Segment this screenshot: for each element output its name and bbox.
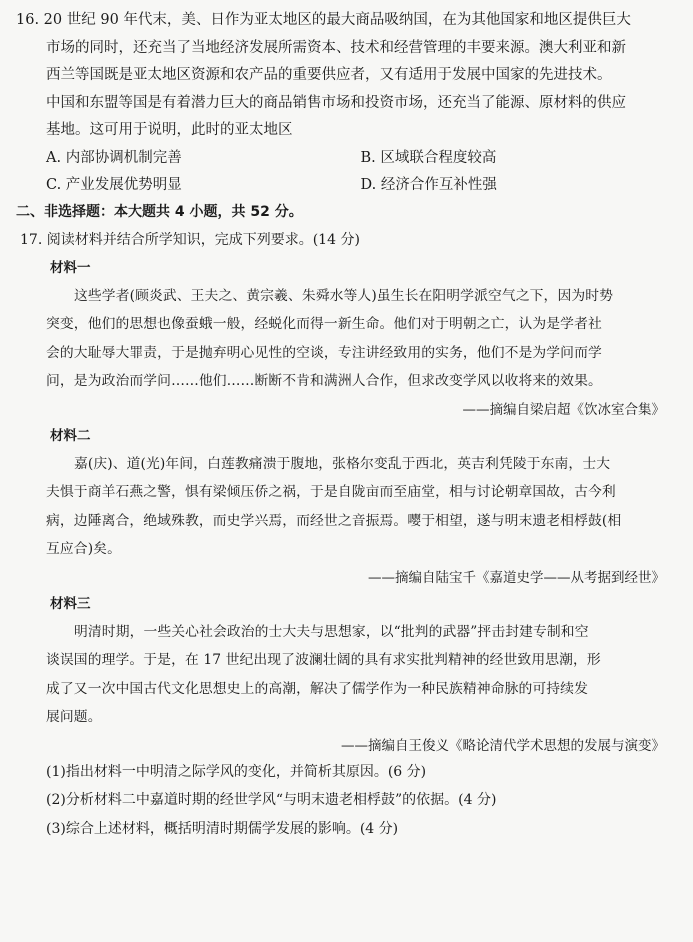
material-1-line: 突变，他们的思想也像蚕蛾一般，经蜕化而得一新生命。他们对于明朝之亡，认为是学者社 <box>46 316 602 332</box>
material-2-source: ——摘编自陆宝千《嘉道史学——从考据到经世》 <box>368 569 665 586</box>
question-16-line: 市场的同时，还充当了当地经济发展所需资本、技术和经营管理的丰要来源。澳大利亚和新 <box>46 39 626 56</box>
question-16-line: 中国和东盟等国是有着潜力巨大的商品销售市场和投资市场，还充当了能源、原材料的供应 <box>46 94 626 111</box>
material-1-line: 这些学者(顾炎武、王夫之、黄宗羲、朱舜水等人)虽生长在阳明学派空气之下，因为时势 <box>74 287 614 304</box>
sub-question-1: (1)指出材料一中明清之际学风的变化，并简析其原因。(6 分) <box>46 763 427 780</box>
option-c: C. 产业发展优势明显 <box>46 176 182 193</box>
sub-question-3: (3)综合上述材料，概括明清时期儒学发展的影响。(4 分) <box>46 820 399 837</box>
sub-question-2: (2)分析材料二中嘉道时期的经世学风“与明末遗老相桴鼓”的依据。(4 分) <box>46 792 497 808</box>
material-1-source: ——摘编自梁启超《饮冰室合集》 <box>462 401 665 418</box>
question-16-line: 16. 20 世纪 90 年代末，美、日作为亚太地区的最大商品吸纳国，在为其他国家和地区提供巨大 <box>16 12 631 28</box>
material-3 <box>16 594 675 756</box>
material-2-line: 互应合)矣。 <box>46 541 121 557</box>
section-heading: 二、非选择题：本大题共 4 小题，共 52 分。 <box>16 203 303 220</box>
question-16-line: 西兰等国既是亚太地区资源和农产品的重要供应者，又有适用于发展中国家的先进技术。 <box>46 67 612 83</box>
material-2-line: 病，边陲离合，绝域殊教，而史学兴焉，而经世之音振焉。嘤于相望，遂与明末遗老相桴鼓(相 <box>46 512 622 529</box>
material-3-line: 成了又一次中国古代文化思想史上的高潮，解决了儒学作为一种民族精神命脉的可持续发 <box>46 680 588 697</box>
material-2-line: 嘉(庆)、道(光)年间，白莲教痛溃于腹地，张格尔变乱于西北，英吉利凭陵于东南，士大 <box>74 455 611 472</box>
material-2-heading: 材料二 <box>50 427 91 444</box>
option-b: B. 区域联合程度较高 <box>360 149 497 166</box>
material-3-source: ——摘编自王俊义《略论清代学术思想的发展与演变》 <box>341 737 665 754</box>
material-1-heading: 材料一 <box>50 259 91 276</box>
material-3-line: 展问题。 <box>46 709 102 725</box>
option-d: D. 经济合作互补性强 <box>360 176 497 193</box>
material-3-line: 明清时期，一些关心社会政治的士大夫与思想家，以“批判的武器”抨击封建专制和空 <box>74 623 589 640</box>
material-1-line: 会的大耻辱大罪责，于是抛弃明心见性的空谈，专注讲经致用的实务，他们不是为学问而学 <box>46 344 602 361</box>
material-1 <box>16 258 675 420</box>
material-3-line: 谈误国的理学。于是，在 17 世纪出现了波澜壮阔的具有求实批判精神的经世致用思潮，形 <box>46 652 601 668</box>
material-2-line: 夫惧于商羊石燕之警，惧有梁倾压侨之祸，于是自陇亩而至庙堂，相与讨论朝章国故，古今利 <box>46 484 616 500</box>
material-2 <box>16 426 675 588</box>
option-a: A. 内部协调机制完善 <box>46 149 182 166</box>
options-row-ab <box>16 148 675 168</box>
options-row-cd <box>16 175 675 195</box>
question-16 <box>16 10 675 140</box>
material-1-line: 问，是为政治而学问……他们……断断不肯和满洲人合作，但求改变学风以收将来的效果。 <box>46 373 602 389</box>
question-16-line: 基地。这可用于说明，此时的亚太地区 <box>46 122 293 138</box>
question-17-stem: 17. 阅读材料并结合所学知识，完成下列要求。(14 分) <box>20 231 360 248</box>
material-3-heading: 材料三 <box>50 595 91 612</box>
